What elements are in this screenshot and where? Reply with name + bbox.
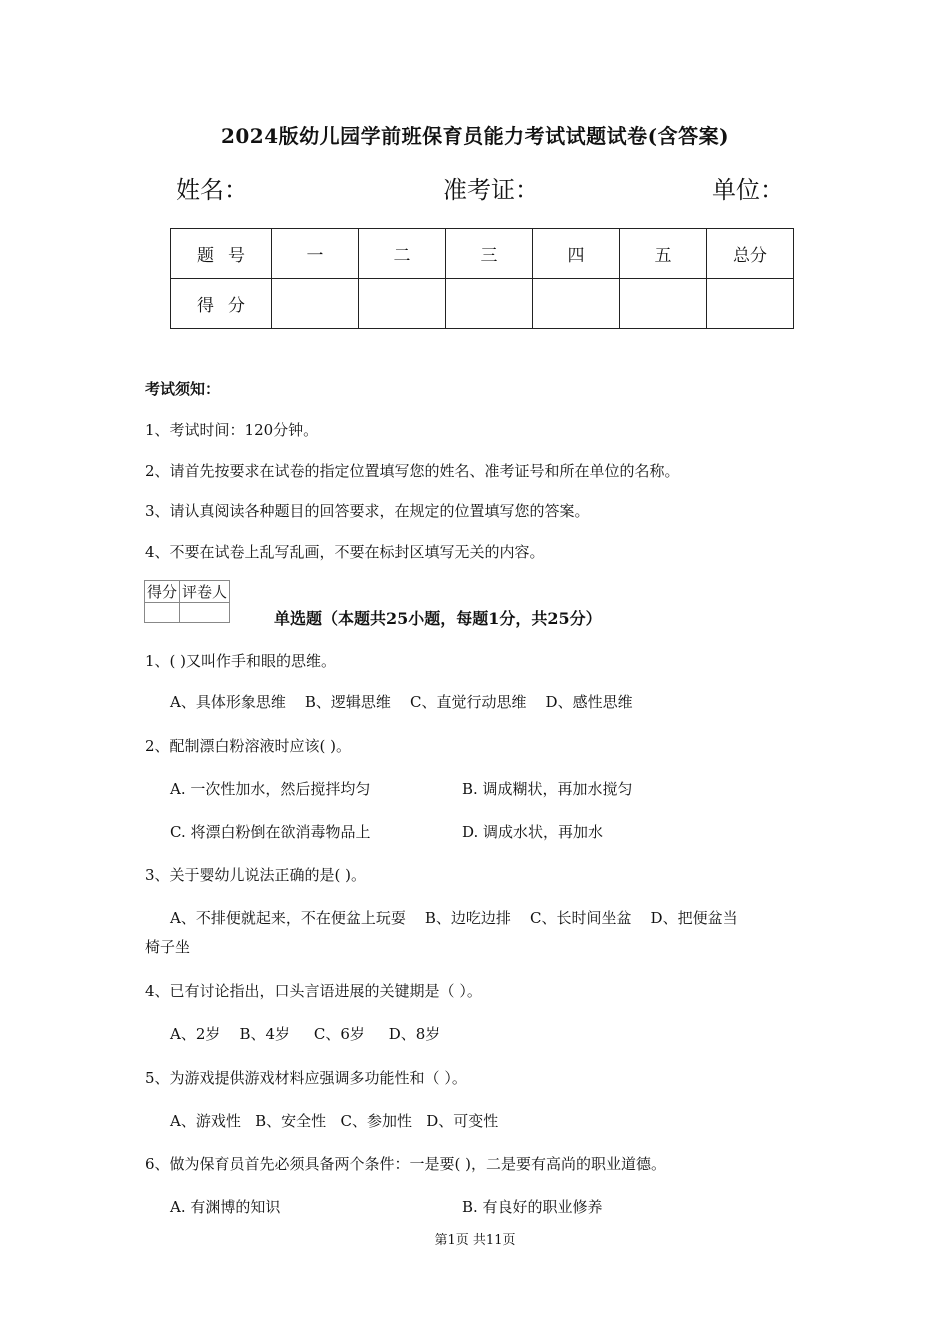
grader-reviewer-cell[interactable] (180, 603, 230, 623)
score-table-header-cell: 五 (620, 229, 707, 279)
question-options: A、2岁 B、4岁 C、6岁 D、8岁 (170, 1025, 441, 1043)
question-text: 1、( )又叫作手和眼的思维。 (145, 652, 337, 670)
grader-reviewer-label: 评卷人 (180, 581, 230, 603)
question-text: 3、关于婴幼儿说法正确的是( )。 (145, 866, 367, 884)
notice-item: 4、不要在试卷上乱写乱画，不要在标封区填写无关的内容。 (145, 543, 545, 561)
option-b: B. 调成糊状，再加水搅匀 (462, 780, 633, 798)
score-input-cell[interactable] (359, 279, 446, 329)
score-table-header-cell: 三 (446, 229, 533, 279)
unit-field-label: 单位： (712, 176, 784, 204)
score-table (170, 228, 794, 329)
option-a: A. 有渊博的知识 (170, 1198, 281, 1216)
score-table-header-cell: 二 (359, 229, 446, 279)
score-table-header-cell: 一 (272, 229, 359, 279)
notice-item: 2、请首先按要求在试卷的指定位置填写您的姓名、准考证号和所在单位的名称。 (145, 462, 680, 480)
page-title: 2024版幼儿园学前班保育员能力考试试题试卷(含答案) (220, 124, 730, 148)
section-title: 单选题（本题共25小题，每题1分，共25分） (274, 609, 602, 628)
score-table-header-cell: 总分 (707, 229, 794, 279)
question-options: A、具体形象思维 B、逻辑思维 C、直觉行动思维 D、感性思维 (170, 693, 633, 711)
notice-title: 考试须知： (145, 380, 221, 398)
name-field-label: 姓名： (176, 176, 248, 204)
option-a: A. 一次性加水，然后搅拌均匀 (170, 780, 371, 798)
question-text: 2、配制漂白粉溶液时应该( )。 (145, 737, 352, 755)
question-options: A、不排便就起来，不在便盆上玩耍 B、边吃边排 C、长时间坐盆 D、把便盆当 (170, 909, 738, 927)
grader-box (144, 580, 230, 623)
grader-score-cell[interactable] (145, 603, 180, 623)
exam-id-field-label: 准考证： (443, 176, 539, 204)
question-options: A、游戏性 B、安全性 C、参加性 D、可变性 (170, 1112, 499, 1130)
question-options-continued: 椅子坐 (145, 938, 191, 956)
score-table-header-cell: 四 (533, 229, 620, 279)
option-c: C. 将漂白粉倒在欲消毒物品上 (170, 823, 371, 841)
score-input-cell[interactable] (446, 279, 533, 329)
notice-item: 1、考试时间：120分钟。 (145, 421, 319, 439)
question-text: 6、做为保育员首先必须具备两个条件：一是要( )，二是要有高尚的职业道德。 (145, 1155, 667, 1173)
score-table-header-cell: 题号 (171, 229, 272, 279)
score-row-label: 得分 (171, 279, 272, 329)
score-input-cell[interactable] (272, 279, 359, 329)
score-table-header-row (171, 229, 794, 279)
score-input-cell[interactable] (533, 279, 620, 329)
option-b: B. 有良好的职业修养 (462, 1198, 603, 1216)
notice-item: 3、请认真阅读各种题目的回答要求，在规定的位置填写您的答案。 (145, 502, 590, 520)
grader-score-label: 得分 (145, 581, 180, 603)
page-footer: 第1页 共11页 (434, 1233, 516, 1248)
score-table-score-row (171, 279, 794, 329)
question-text: 4、已有讨论指出，口头言语进展的关键期是（ ）。 (145, 982, 482, 1000)
option-d: D. 调成水状，再加水 (462, 823, 604, 841)
score-input-cell[interactable] (620, 279, 707, 329)
score-input-cell[interactable] (707, 279, 794, 329)
question-text: 5、为游戏提供游戏材料应强调多功能性和（ ）。 (145, 1069, 467, 1087)
